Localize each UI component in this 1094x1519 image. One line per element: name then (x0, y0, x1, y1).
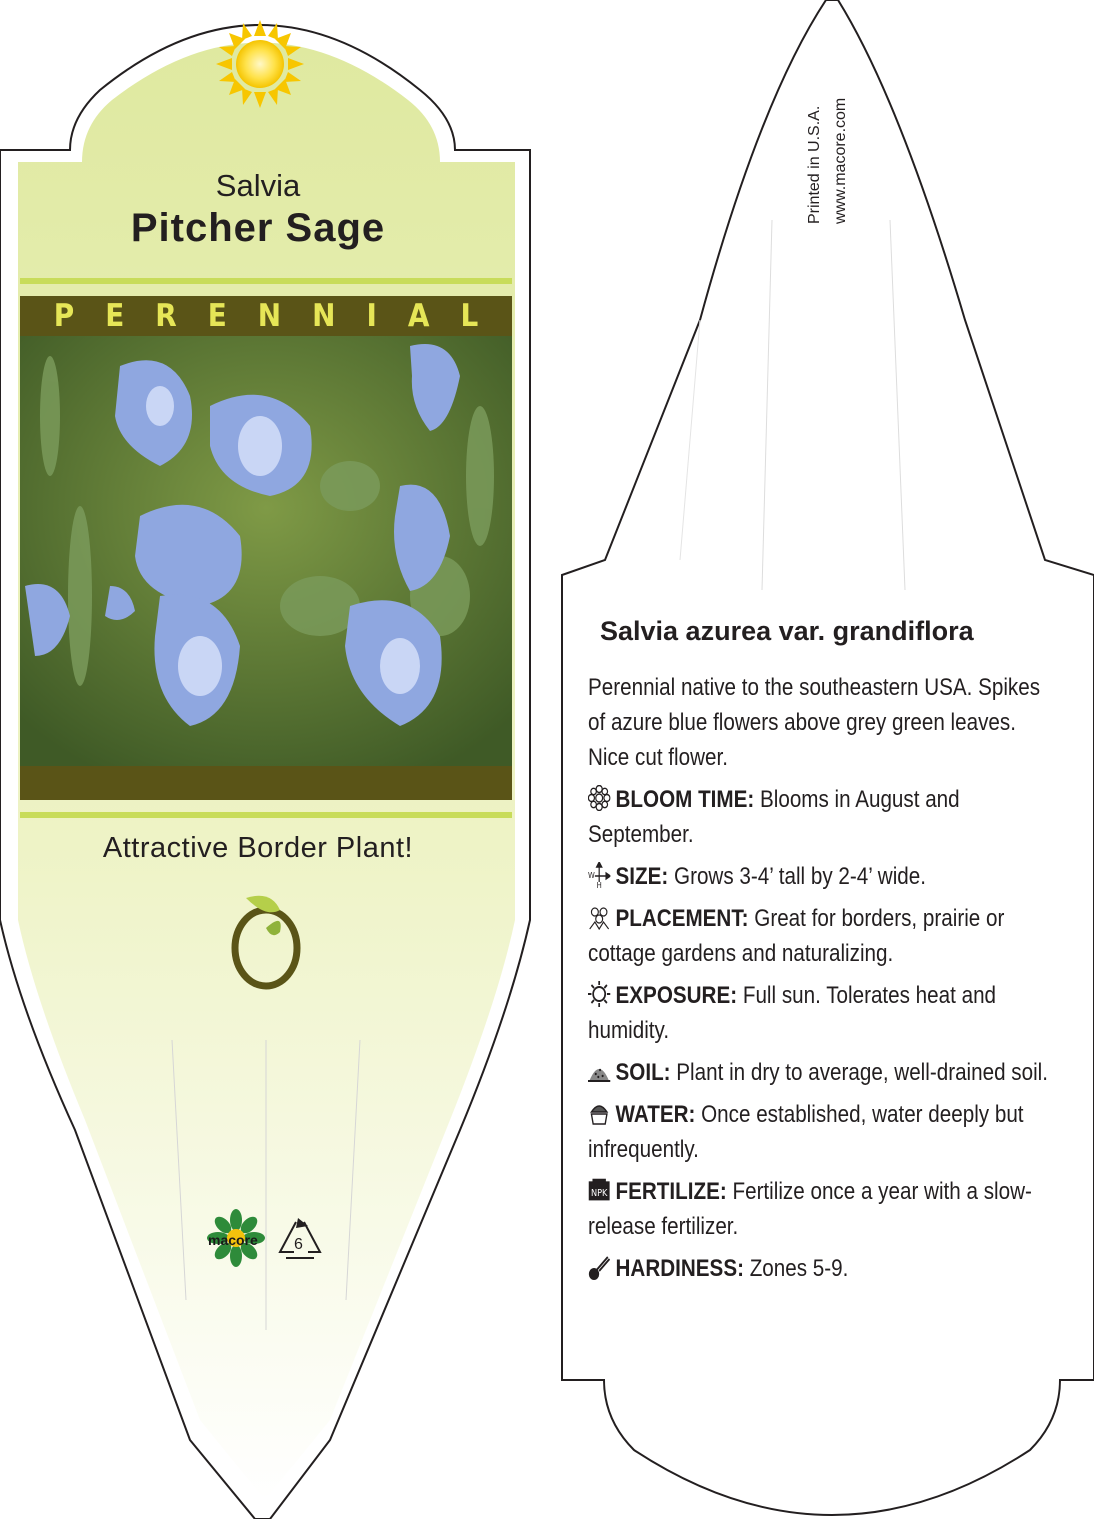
size-icon (588, 862, 610, 888)
hardiness-text: Zones 5-9. (743, 1255, 849, 1282)
category-label: PERENNIAL (53, 298, 510, 334)
website-label: www.macore.com (832, 97, 849, 224)
water-label: WATER: (615, 1101, 696, 1128)
size-item (588, 859, 1052, 894)
sun-icon (216, 20, 304, 108)
npk-icon (588, 1177, 610, 1203)
exposure-text: Full sun. Tolerates heat and humidity. (588, 982, 997, 1044)
npk-text: NPK (590, 1188, 608, 1200)
recycle-code: 6 (294, 1236, 303, 1253)
tagline: Attractive Border Plant! (102, 832, 414, 864)
soil-icon (588, 1058, 610, 1084)
placement-label: PLACEMENT: (615, 905, 749, 932)
placement-item (588, 901, 1052, 971)
photo-bottom-bar (20, 766, 512, 800)
soil-item (588, 1055, 1052, 1090)
hardiness-item (588, 1251, 1052, 1286)
exposure-label: EXPOSURE: (615, 982, 738, 1009)
description: Perennial native to the southeastern USA. Spikes of azure blue flowers above grey green leaves. Nice cut flower. (588, 674, 1041, 771)
sun-exposure-icon (588, 981, 610, 1007)
plant-photo (20, 336, 512, 766)
print-info (802, 64, 862, 229)
size-icon-w: W (588, 870, 595, 881)
exposure-item (588, 978, 1052, 1048)
placement-icon (588, 904, 610, 930)
fertilize-label: FERTILIZE: (615, 1178, 727, 1205)
genus-name: Salvia (215, 168, 301, 203)
scientific-name: Salvia azurea var. grandiflora (600, 616, 974, 646)
common-name: Pitcher Sage (130, 206, 386, 250)
brand-name: macore (208, 1232, 258, 1248)
hardiness-label: HARDINESS: (615, 1255, 744, 1282)
placement-text: Great for borders, prairie or cottage gardens and naturalizing. (588, 905, 1005, 967)
water-text: Once established, water deeply but infrequently. (588, 1101, 1024, 1163)
flower-icon (588, 785, 610, 811)
size-icon-h: H (596, 880, 602, 888)
fertilize-text: Fertilize once a year with a slow-release fertilizer. (588, 1178, 1032, 1240)
size-label: SIZE: (615, 863, 669, 890)
watering-can-icon (588, 1100, 610, 1126)
printed-in-label: Printed in U.S.A. (806, 105, 823, 224)
bloom-time-item (588, 782, 1052, 852)
care-info (588, 670, 1052, 1286)
soil-label: SOIL: (615, 1059, 671, 1086)
water-item (588, 1097, 1052, 1167)
soil-text: Plant in dry to average, well-drained soil. (670, 1059, 1049, 1086)
bloom-time-label: BLOOM TIME: (615, 786, 755, 813)
thermometer-icon (588, 1254, 610, 1280)
category-banner (20, 296, 512, 336)
fertilize-item (588, 1174, 1052, 1244)
size-text: Grows 3-4’ tall by 2-4’ wide. (668, 863, 926, 890)
bloom-time-text: Blooms in August and September. (588, 786, 960, 848)
